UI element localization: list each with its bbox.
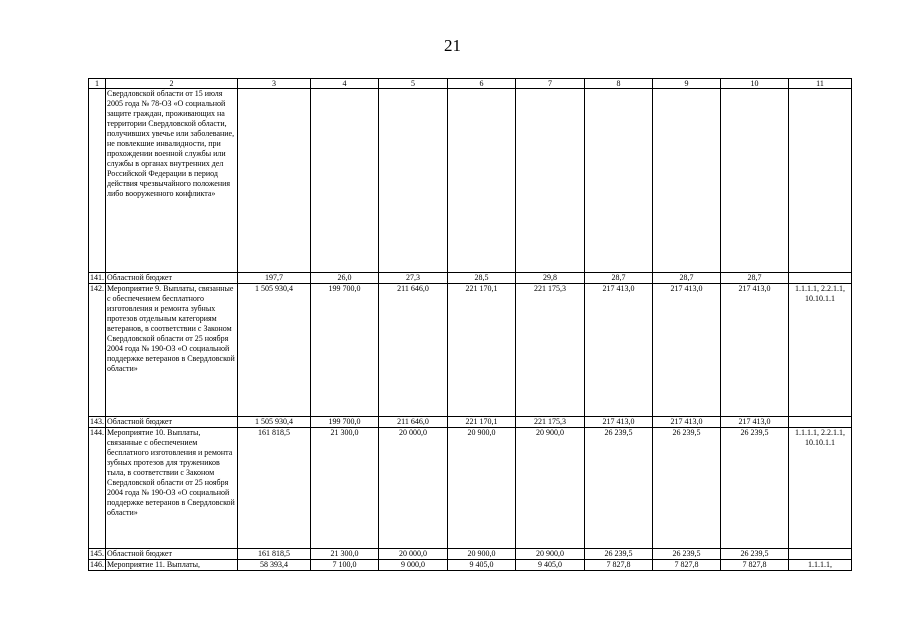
row-number — [89, 89, 106, 273]
column-header: 5 — [379, 79, 448, 89]
value-year: 217 413,0 — [585, 284, 653, 417]
value-year: 9 000,0 — [379, 560, 448, 571]
value-year: 26 239,5 — [721, 549, 789, 560]
value-year: 26 239,5 — [653, 428, 721, 549]
value-year: 20 900,0 — [516, 428, 585, 549]
value-year: 20 000,0 — [379, 428, 448, 549]
value-year: 26 239,5 — [721, 428, 789, 549]
value-year: 20 900,0 — [516, 549, 585, 560]
value-year: 221 175,3 — [516, 417, 585, 428]
row-description: Мероприятие 9. Выплаты, связанные с обеспечением бесплатного изготовления и ремонта зубных протезов отдельным категориям ветеранов, в соответствии с Законом Свердловской области от 25 ноября 2004 года № 190-ОЗ «О социальной поддержке ветеранов в Свердловской области» — [106, 284, 238, 417]
value-year: 217 413,0 — [721, 284, 789, 417]
row-description: Областной бюджет — [106, 417, 238, 428]
value-year: 26 239,5 — [653, 549, 721, 560]
value-year — [653, 89, 721, 273]
value-year: 20 000,0 — [379, 549, 448, 560]
target-reference: 1.1.1.1, 2.2.1.1, 10.10.1.1 — [789, 428, 852, 549]
target-reference — [789, 417, 852, 428]
column-header: 6 — [448, 79, 516, 89]
value-year: 28,7 — [653, 273, 721, 284]
value-year: 221 175,3 — [516, 284, 585, 417]
row-description: Областной бюджет — [106, 273, 238, 284]
value-year: 199 700,0 — [311, 417, 379, 428]
value-year: 26 239,5 — [585, 428, 653, 549]
value-year: 217 413,0 — [653, 284, 721, 417]
table-row — [89, 560, 852, 571]
value-year: 211 646,0 — [379, 417, 448, 428]
column-header: 4 — [311, 79, 379, 89]
value-year: 217 413,0 — [653, 417, 721, 428]
value-year — [516, 89, 585, 273]
row-description: Мероприятие 10. Выплаты, связанные с обеспечением бесплатного изготовления и ремонта зубных протезов для тружеников тыла, в соответствии с Законом Свердловской области от 25 ноября 2004 года № 190-ОЗ «О социальной поддержке ветеранов в Свердловской области» — [106, 428, 238, 549]
value-year: 7 100,0 — [311, 560, 379, 571]
column-header: 11 — [789, 79, 852, 89]
column-header: 3 — [238, 79, 311, 89]
value-year — [379, 89, 448, 273]
value-year — [721, 89, 789, 273]
row-description: Областной бюджет — [106, 549, 238, 560]
value-year: 26,0 — [311, 273, 379, 284]
value-year: 9 405,0 — [448, 560, 516, 571]
table-row — [89, 89, 852, 273]
row-number: 144. — [89, 428, 106, 549]
table-row — [89, 273, 852, 284]
target-reference: 1.1.1.1, — [789, 560, 852, 571]
value-year: 27,3 — [379, 273, 448, 284]
value-year: 28,5 — [448, 273, 516, 284]
value-year: 21 300,0 — [311, 428, 379, 549]
value-year: 221 170,1 — [448, 284, 516, 417]
column-number-row — [89, 79, 852, 89]
column-header: 9 — [653, 79, 721, 89]
value-year: 217 413,0 — [721, 417, 789, 428]
value-year — [448, 89, 516, 273]
value-year: 21 300,0 — [311, 549, 379, 560]
target-reference — [789, 273, 852, 284]
value-year: 28,7 — [585, 273, 653, 284]
value-year: 20 900,0 — [448, 428, 516, 549]
column-header: 1 — [89, 79, 106, 89]
value-year: 217 413,0 — [585, 417, 653, 428]
table-row — [89, 417, 852, 428]
row-number: 141. — [90, 273, 104, 282]
row-number: 142. — [89, 284, 106, 417]
value-year: 26 239,5 — [585, 549, 653, 560]
column-header: 8 — [585, 79, 653, 89]
column-header: 10 — [721, 79, 789, 89]
value-total: 1 505 930,4 — [238, 284, 311, 417]
table-row — [89, 428, 852, 549]
page-number: 21 — [444, 36, 461, 55]
value-year: 7 827,8 — [653, 560, 721, 571]
target-reference — [789, 549, 852, 560]
column-header: 2 — [106, 79, 238, 89]
row-description: Свердловской области от 15 июля 2005 года № 78-ОЗ «О социальной защите граждан, проживающих на территории Свердловской области, получивших увечье или заболевание, не повлекшие инвалидности, при прохождении военной службы или службы в органах внутренних дел Российской Федерации в период действия чрезвычайного положения либо вооруженного конфликта» — [106, 89, 238, 273]
target-reference: 1.1.1.1, 2.2.1.1, 10.10.1.1 — [789, 284, 852, 417]
value-total: 197,7 — [238, 273, 311, 284]
value-year: 28,7 — [721, 273, 789, 284]
value-year: 7 827,8 — [585, 560, 653, 571]
value-year — [585, 89, 653, 273]
program-table — [88, 78, 852, 571]
row-number: 146. — [90, 560, 104, 569]
value-total: 58 393,4 — [238, 560, 311, 571]
value-year: 199 700,0 — [311, 284, 379, 417]
value-year — [311, 89, 379, 273]
value-year: 221 170,1 — [448, 417, 516, 428]
table-row — [89, 284, 852, 417]
value-year: 211 646,0 — [379, 284, 448, 417]
target-reference — [789, 89, 852, 273]
row-description: Мероприятие 11. Выплаты, — [106, 560, 238, 571]
row-number: 143. — [90, 417, 104, 426]
value-total: 161 818,5 — [238, 549, 311, 560]
value-total: 161 818,5 — [238, 428, 311, 549]
value-year: 9 405,0 — [516, 560, 585, 571]
value-year: 29,8 — [516, 273, 585, 284]
value-year: 20 900,0 — [448, 549, 516, 560]
column-header: 7 — [516, 79, 585, 89]
value-total: 1 505 930,4 — [238, 417, 311, 428]
row-number: 145. — [90, 549, 104, 558]
value-year: 7 827,8 — [721, 560, 789, 571]
value-total — [238, 89, 311, 273]
table-row — [89, 549, 852, 560]
